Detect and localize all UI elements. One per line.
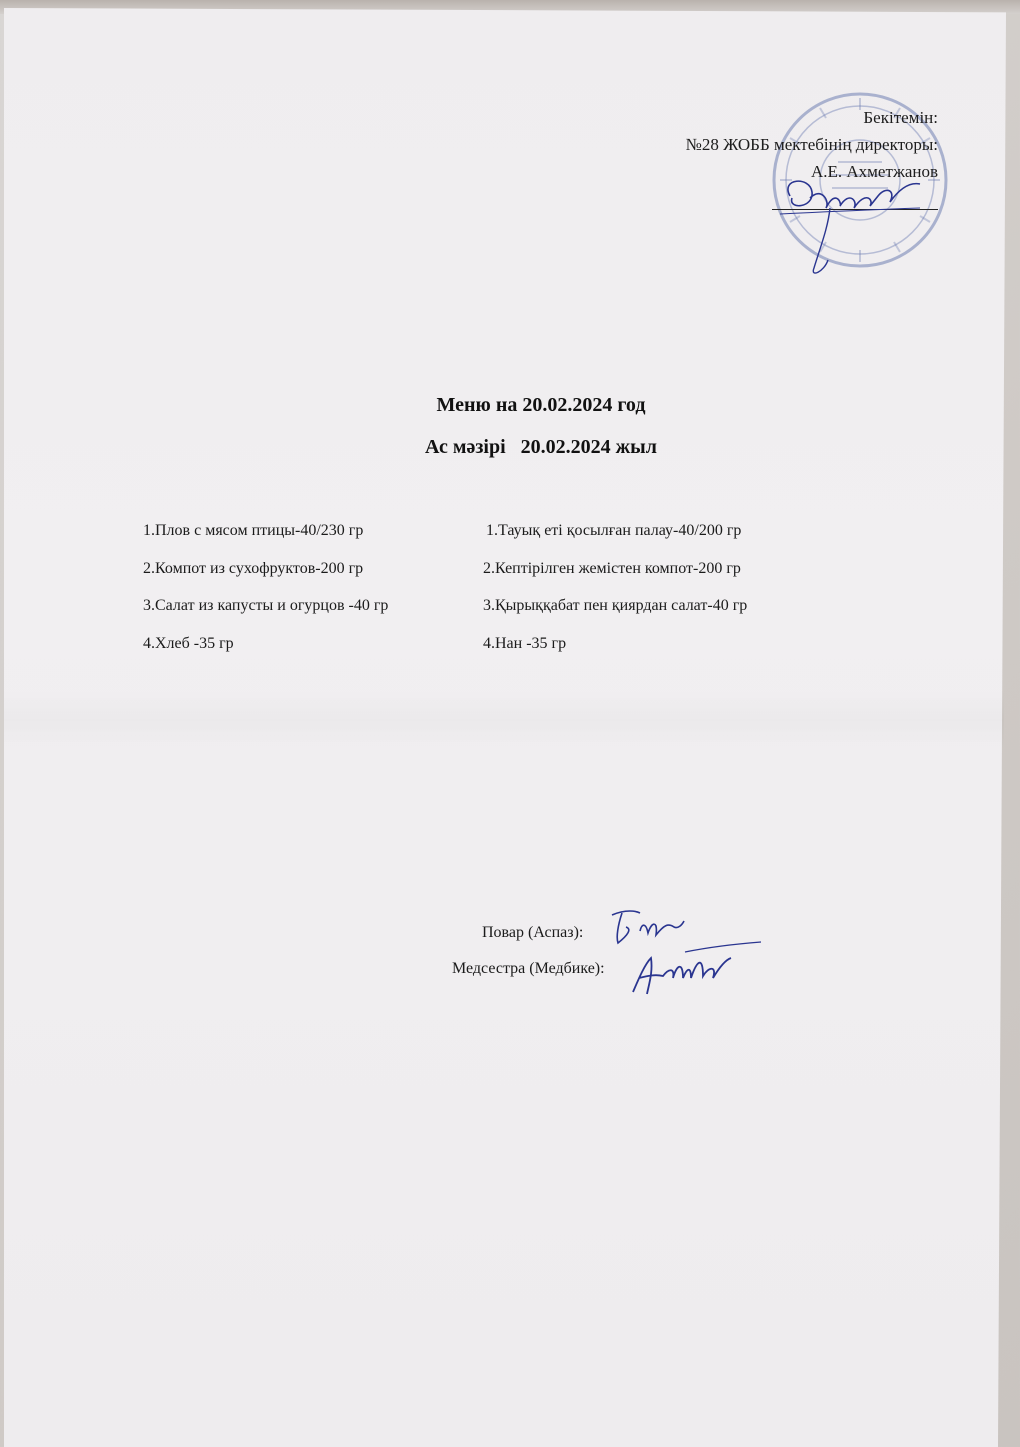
menu-title-ru: Меню на 20.02.2024 год — [436, 394, 646, 416]
cook-signature-label: Повар (Аспаз): — [482, 924, 584, 941]
approval-director-name: А.Е. Ахметжанов — [810, 162, 938, 181]
menu-item-ru: 3.Салат из капусты и огурцов -40 гр — [143, 597, 389, 614]
approval-heading: Бекітемін: — [863, 108, 938, 127]
menu-item-ru: 4.Хлеб -35 гр — [143, 634, 234, 652]
menu-list-ru — [143, 518, 388, 668]
menu-item-kz: 4.Нан -35 гр — [483, 634, 567, 652]
menu-item-ru: 1.Плов с мясом птицы-40/230 гр — [143, 522, 364, 539]
menu-title-kz: Ас мәзірі 20.02.2024 жыл — [425, 436, 657, 458]
nurse-signature — [625, 938, 765, 1000]
menu-item-kz: 1.Тауық еті қосылған палау-40/200 гр — [486, 522, 742, 539]
menu-item-ru: 2.Компот из сухофруктов-200 гр — [143, 559, 364, 577]
menu-list-kz — [483, 518, 747, 668]
menu-item-kz: 2.Кептірілген жемістен компот-200 гр — [483, 559, 741, 577]
director-signature — [770, 168, 930, 278]
menu-item-kz: 3.Қырыққабат пен қиярдан салат-40 гр — [483, 597, 748, 614]
nurse-signature-label: Медсестра (Медбике): — [452, 960, 605, 977]
paper-fold-crease — [4, 690, 1004, 750]
approval-position: №28 ЖОББ мектебінің директоры: — [685, 135, 938, 154]
